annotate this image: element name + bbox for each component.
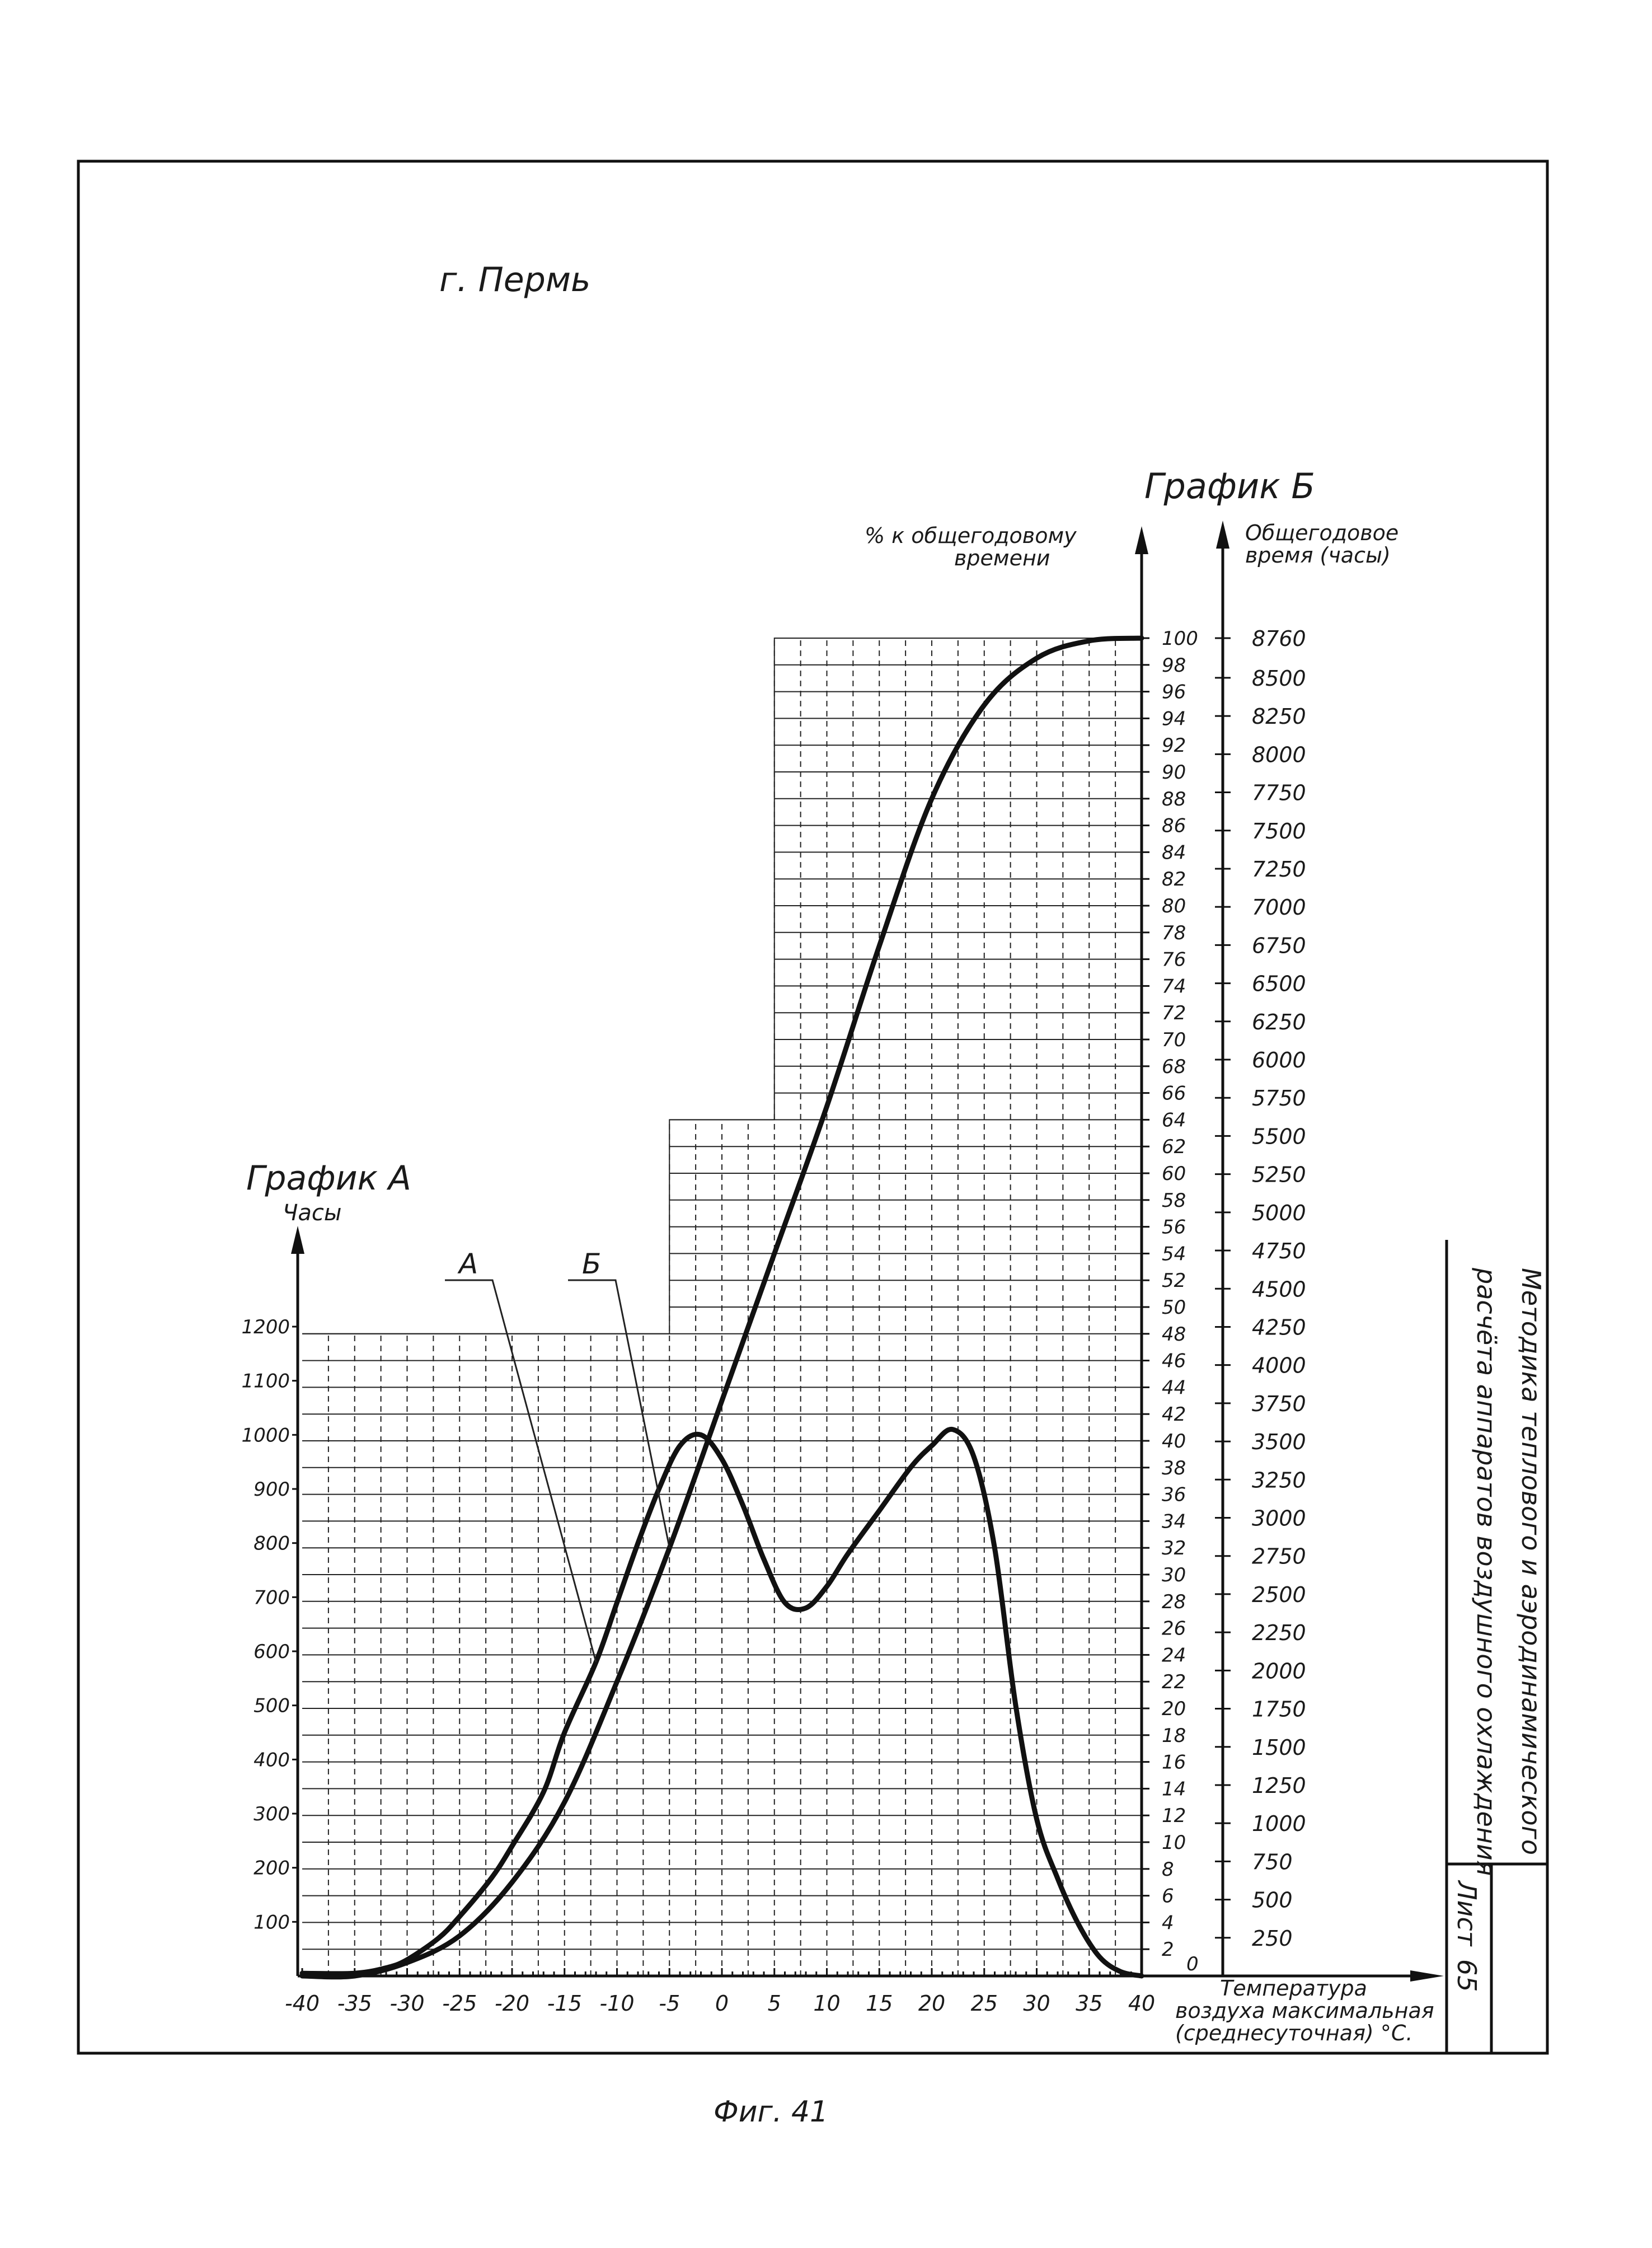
percent-tick-label: 10 bbox=[1162, 1832, 1186, 1854]
hours-tick-label: 8250 bbox=[1252, 704, 1306, 729]
percent-tick-label: 12 bbox=[1162, 1805, 1186, 1828]
graph-a-tick-label: 200 bbox=[254, 1857, 290, 1880]
x-tick-label: -35 bbox=[337, 1991, 372, 2016]
hours-axis-label-line-1: Общегодовое bbox=[1245, 521, 1399, 545]
x-tick-label: -25 bbox=[442, 1991, 477, 2016]
percent-tick-label: 82 bbox=[1162, 868, 1186, 891]
hours-tick-label: 2250 bbox=[1252, 1621, 1306, 1646]
percent-tick-label: 72 bbox=[1162, 1002, 1186, 1025]
percent-tick-label: 18 bbox=[1162, 1724, 1186, 1747]
percent-tick-label: 64 bbox=[1162, 1109, 1186, 1132]
percent-tick-label: 14 bbox=[1162, 1778, 1186, 1801]
x-tick-label: -15 bbox=[547, 1991, 582, 2016]
tick-labels bbox=[241, 626, 1306, 2016]
x-tick-label: 10 bbox=[813, 1991, 841, 2016]
hours-tick-label: 6000 bbox=[1252, 1048, 1306, 1073]
x-tick-label: -5 bbox=[659, 1991, 680, 2016]
percent-tick-label: 60 bbox=[1162, 1163, 1186, 1185]
percent-tick-label: 90 bbox=[1162, 761, 1186, 784]
figure-caption: Фиг. 41 bbox=[714, 2095, 829, 2129]
hours-tick-label: 7250 bbox=[1252, 856, 1306, 882]
x-tick-label: 15 bbox=[866, 1991, 893, 2016]
hours-tick-label: 1250 bbox=[1252, 1773, 1306, 1798]
graph-a-tick-label: 800 bbox=[254, 1532, 290, 1555]
percent-tick-label: 24 bbox=[1162, 1644, 1186, 1667]
graph-a-tick-label: 1100 bbox=[241, 1370, 290, 1393]
percent-tick-label: 66 bbox=[1162, 1082, 1186, 1105]
hours-tick-label: 250 bbox=[1252, 1926, 1293, 1951]
graph-b-title: График Б bbox=[1144, 466, 1315, 507]
hours-axis-label-line-2: время (часы) bbox=[1245, 543, 1391, 568]
percent-tick-label: 52 bbox=[1162, 1270, 1186, 1292]
percent-tick-label: 86 bbox=[1162, 814, 1186, 837]
city-title: г. Пермь bbox=[439, 260, 591, 299]
percent-tick-label: 38 bbox=[1162, 1456, 1186, 1479]
percent-tick-label: 26 bbox=[1162, 1617, 1186, 1640]
hours-tick-label: 1750 bbox=[1252, 1697, 1306, 1722]
x-axis-label-line-1: Температура bbox=[1220, 1976, 1367, 2001]
sidebar-title-line-1: Методика теплового и аэродинамического bbox=[1516, 1268, 1546, 1855]
hours-tick-label: 2500 bbox=[1252, 1582, 1306, 1607]
hours-tick-label: 5500 bbox=[1252, 1124, 1306, 1149]
hours-tick-label: 3000 bbox=[1252, 1506, 1306, 1531]
percent-tick-label: 74 bbox=[1162, 975, 1186, 998]
x-tick-label: 35 bbox=[1076, 1991, 1103, 2016]
percent-tick-label: 62 bbox=[1162, 1136, 1186, 1159]
percent-tick-label: 88 bbox=[1162, 788, 1186, 811]
leader-line bbox=[445, 1280, 596, 1662]
x-tick-label: 0 bbox=[715, 1991, 729, 2016]
percent-tick-label: 58 bbox=[1162, 1189, 1186, 1212]
percent-tick-label: 16 bbox=[1162, 1751, 1186, 1774]
hours-tick-label: 5250 bbox=[1252, 1162, 1306, 1187]
hours-tick-label: 2750 bbox=[1252, 1544, 1306, 1569]
graph-a-tick-label: 700 bbox=[254, 1586, 290, 1609]
percent-tick-label: 84 bbox=[1162, 841, 1186, 864]
percent-axis-label-line-1: % к общегодовому bbox=[865, 523, 1077, 548]
percent-tick-label: 8 bbox=[1162, 1858, 1174, 1881]
x-tick-label: -20 bbox=[494, 1991, 530, 2016]
percent-tick-label: 36 bbox=[1162, 1483, 1186, 1506]
x-tick-label: 20 bbox=[918, 1991, 946, 2016]
hours-tick-label: 5000 bbox=[1252, 1200, 1306, 1225]
percent-tick-label: 78 bbox=[1162, 921, 1186, 944]
graph-a-title: График А bbox=[246, 1159, 411, 1198]
leader-label-b: Б bbox=[582, 1248, 602, 1280]
x-tick-label: -40 bbox=[284, 1991, 320, 2016]
percent-tick-label: 42 bbox=[1162, 1403, 1186, 1426]
percent-tick-label: 44 bbox=[1162, 1376, 1186, 1399]
hours-tick-label: 1500 bbox=[1252, 1735, 1306, 1760]
percent-tick-label: 28 bbox=[1162, 1590, 1186, 1613]
percent-tick-label: 80 bbox=[1162, 895, 1186, 917]
graph-a-tick-label: 1200 bbox=[241, 1316, 290, 1338]
hours-tick-label: 6500 bbox=[1252, 971, 1306, 996]
percent-tick-label: 40 bbox=[1162, 1430, 1186, 1453]
x-tick-label: -30 bbox=[389, 1991, 425, 2016]
hours-tick-label: 4500 bbox=[1252, 1277, 1306, 1302]
percent-tick-label: 48 bbox=[1162, 1323, 1186, 1346]
percent-tick-label: 6 bbox=[1162, 1885, 1174, 1908]
hours-tick-label: 8500 bbox=[1252, 666, 1306, 691]
hours-tick-label: 4250 bbox=[1252, 1315, 1306, 1340]
grid bbox=[302, 638, 1142, 1976]
leader-lines bbox=[445, 1248, 669, 1662]
percent-tick-label: 32 bbox=[1162, 1537, 1186, 1560]
percent-tick-label: 96 bbox=[1162, 681, 1186, 704]
percent-tick-label: 92 bbox=[1162, 734, 1186, 757]
percent-tick-label: 22 bbox=[1162, 1671, 1186, 1694]
percent-axis-arrow bbox=[1135, 526, 1148, 554]
percent-tick-label: 70 bbox=[1162, 1029, 1186, 1051]
percent-tick-label: 2 bbox=[1162, 1938, 1174, 1961]
hours-tick-label: 500 bbox=[1252, 1888, 1293, 1913]
hours-tick-label: 5750 bbox=[1252, 1086, 1306, 1111]
graph-a-axis-label: Часы bbox=[283, 1200, 342, 1226]
percent-tick-label: 76 bbox=[1162, 948, 1186, 971]
hours-tick-label: 7000 bbox=[1252, 895, 1306, 920]
sheet-label: Лист bbox=[1452, 1881, 1482, 1946]
hours-tick-label: 2000 bbox=[1252, 1659, 1306, 1684]
x-axis-label-line-2: воздуха максимальная bbox=[1175, 1998, 1434, 2023]
graph-a-y-arrow bbox=[291, 1226, 304, 1254]
hours-tick-label: 8760 bbox=[1252, 626, 1306, 651]
percent-tick-label: 68 bbox=[1162, 1055, 1186, 1078]
percent-tick-label: 54 bbox=[1162, 1243, 1186, 1266]
hours-axis-arrow bbox=[1216, 521, 1229, 549]
hours-tick-label: 7750 bbox=[1252, 780, 1306, 805]
x-tick-label: 25 bbox=[970, 1991, 998, 2016]
x-tick-label: 5 bbox=[767, 1991, 781, 2016]
percent-tick-label: 20 bbox=[1162, 1698, 1186, 1720]
graph-a-tick-label: 400 bbox=[254, 1749, 290, 1772]
graph-a-tick-label: 100 bbox=[254, 1911, 290, 1934]
hours-tick-label: 3750 bbox=[1252, 1391, 1306, 1416]
hours-tick-label: 750 bbox=[1252, 1849, 1293, 1875]
x-axis-arrow bbox=[1410, 1970, 1444, 1982]
x-axis-label-line-3: (среднесуточная) °C. bbox=[1175, 2021, 1413, 2045]
percent-tick-label: 34 bbox=[1162, 1510, 1186, 1533]
graph-a-tick-label: 1000 bbox=[241, 1424, 290, 1447]
hours-tick-label: 3250 bbox=[1252, 1468, 1306, 1493]
sidebar-title-line-2: расчёта аппаратов воздушного охлаждения bbox=[1471, 1268, 1501, 1876]
leader-label-a: А bbox=[459, 1248, 478, 1280]
graph-a-tick-label: 300 bbox=[254, 1803, 290, 1825]
hours-tick-label: 7500 bbox=[1252, 818, 1306, 844]
hours-tick-label: 4750 bbox=[1252, 1239, 1306, 1264]
x-tick-label: 30 bbox=[1023, 1991, 1050, 2016]
percent-tick-label: 56 bbox=[1162, 1216, 1186, 1239]
percent-tick-label: 98 bbox=[1162, 654, 1186, 677]
percent-zero-label: 0 bbox=[1186, 1953, 1199, 1975]
hours-tick-label: 8000 bbox=[1252, 742, 1306, 767]
percent-axis-label-line-2: времени bbox=[954, 546, 1050, 570]
graph-a-tick-label: 900 bbox=[254, 1478, 290, 1501]
hours-tick-label: 4000 bbox=[1252, 1353, 1306, 1378]
hours-tick-label: 6250 bbox=[1252, 1009, 1306, 1034]
graph-a-tick-label: 600 bbox=[254, 1641, 290, 1663]
percent-tick-label: 94 bbox=[1162, 708, 1186, 730]
hours-tick-label: 3500 bbox=[1252, 1430, 1306, 1455]
hours-tick-label: 1000 bbox=[1252, 1811, 1306, 1837]
percent-tick-label: 4 bbox=[1162, 1912, 1174, 1935]
percent-tick-label: 100 bbox=[1162, 627, 1198, 650]
x-tick-label: -10 bbox=[599, 1991, 635, 2016]
graph-a-tick-label: 500 bbox=[254, 1694, 290, 1717]
percent-tick-label: 30 bbox=[1162, 1564, 1186, 1586]
percent-tick-label: 46 bbox=[1162, 1350, 1186, 1373]
percent-tick-label: 50 bbox=[1162, 1296, 1186, 1319]
hours-tick-label: 6750 bbox=[1252, 933, 1306, 958]
x-tick-label: 40 bbox=[1128, 1991, 1156, 2016]
sheet-number: 65 bbox=[1452, 1959, 1482, 1992]
